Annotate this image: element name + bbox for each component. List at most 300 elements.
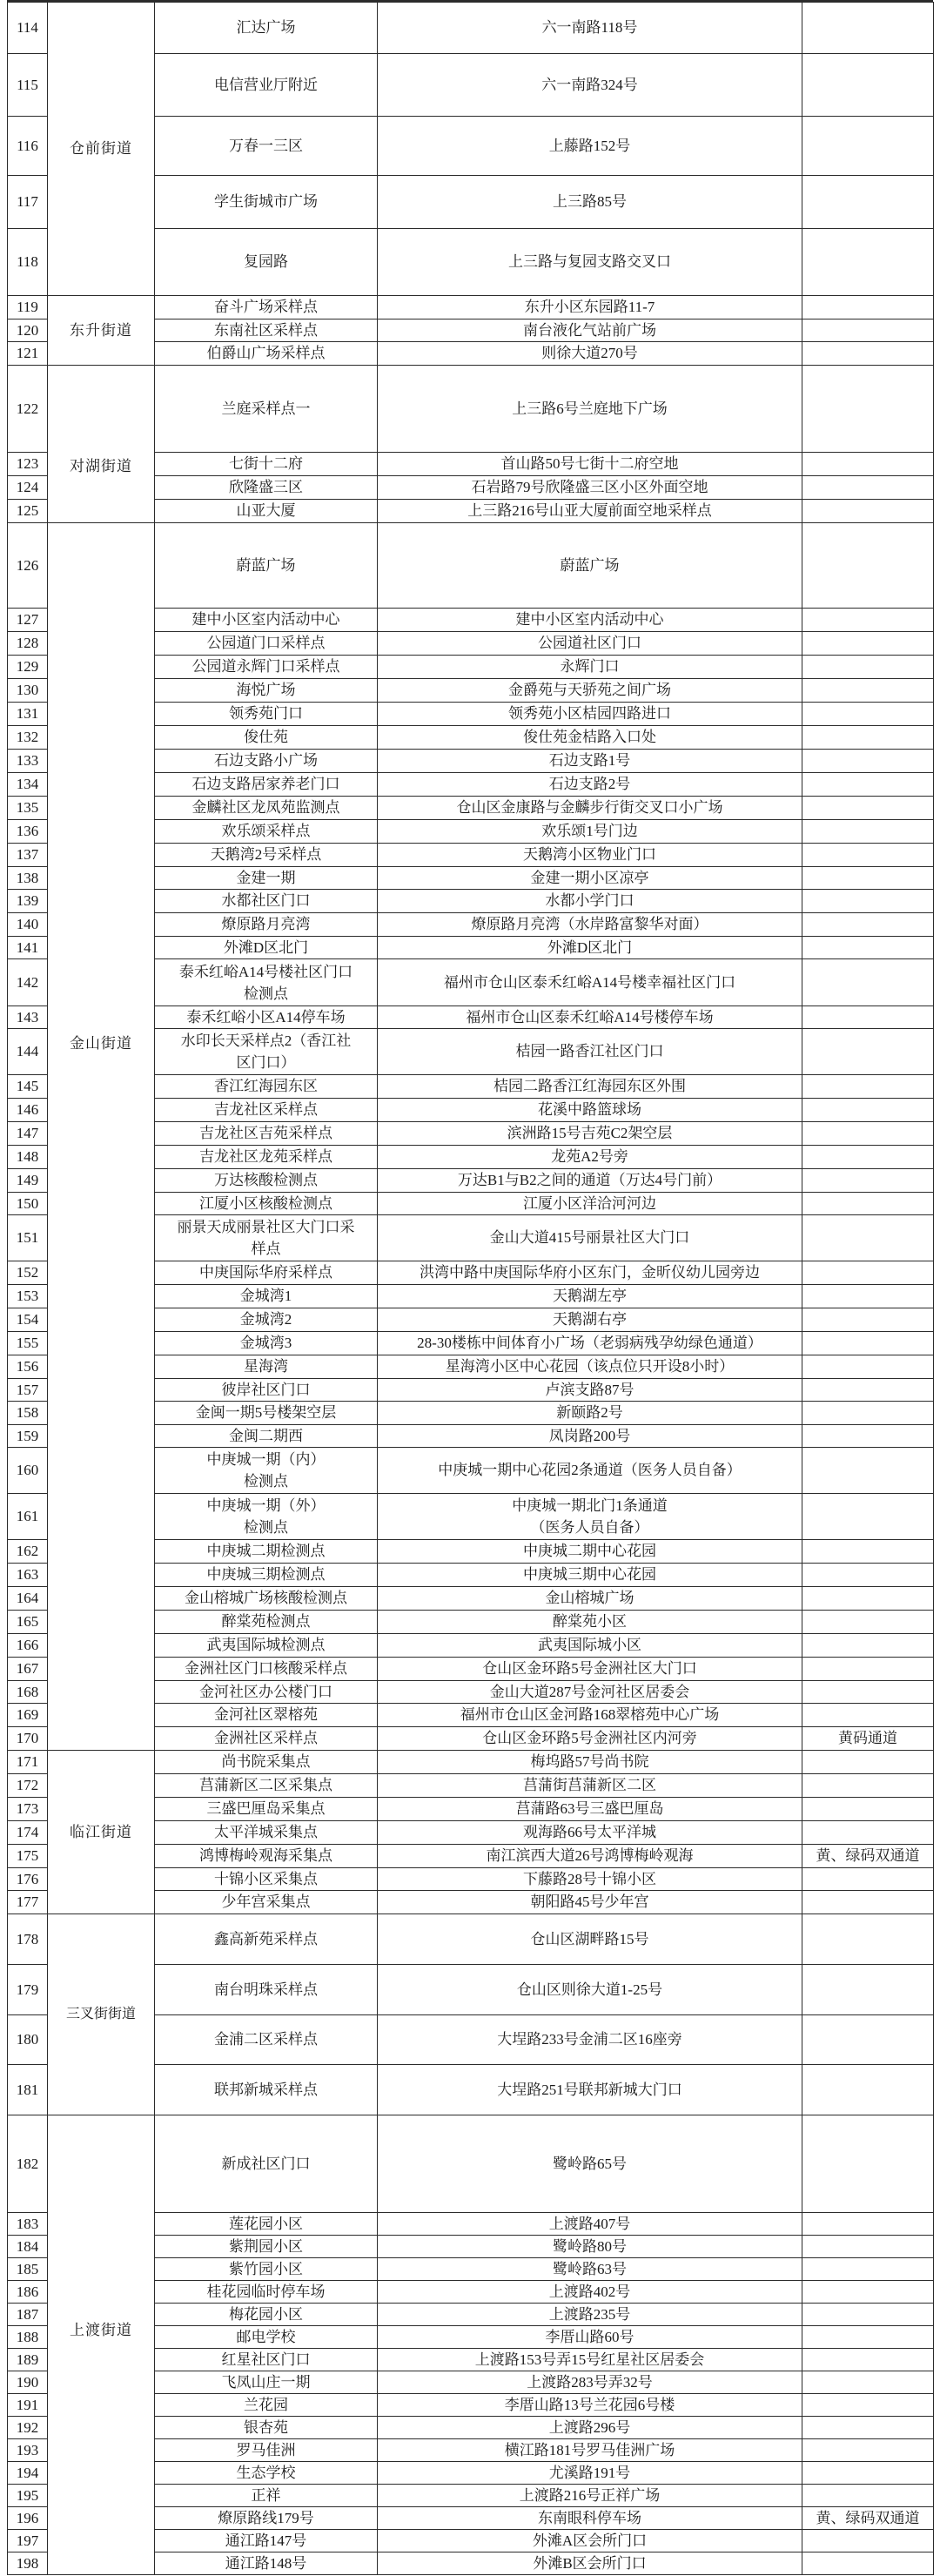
sampling-point-address: 永辉门口	[378, 656, 802, 679]
sampling-point-note	[802, 2326, 934, 2349]
sampling-point-note	[802, 319, 934, 342]
sampling-point-name: 南台明珠采样点	[155, 1965, 378, 2015]
sampling-point-name: 复园路	[155, 229, 378, 296]
sampling-point-name: 金闽一期5号楼架空层	[155, 1402, 378, 1425]
sampling-point-note	[802, 2349, 934, 2371]
sampling-point-note	[802, 1355, 934, 1379]
sampling-point-name: 生态学校	[155, 2462, 378, 2485]
sampling-point-name: 金城湾2	[155, 1308, 378, 1332]
sampling-point-name: 泰禾红峪A14号楼社区门口 检测点	[155, 959, 378, 1006]
row-number: 138	[8, 867, 48, 890]
sampling-point-name: 万春一三区	[155, 117, 378, 176]
sampling-point-note	[802, 1704, 934, 1727]
sampling-point-name: 醉棠苑检测点	[155, 1611, 378, 1634]
sampling-point-name: 金麟社区龙凤苑监测点	[155, 797, 378, 820]
row-number: 160	[8, 1448, 48, 1494]
sampling-point-note	[802, 1261, 934, 1285]
row-number: 149	[8, 1169, 48, 1193]
sampling-point-name: 正祥	[155, 2485, 378, 2507]
sampling-point-address: 福州市仓山区泰禾红峪A14号楼幸福社区门口	[378, 959, 802, 1006]
sampling-point-note	[802, 1122, 934, 1146]
sampling-point-note	[802, 2394, 934, 2417]
sampling-point-address: 仓山区金环路5号金洲社区大门口	[378, 1658, 802, 1681]
sampling-point-note	[802, 1774, 934, 1798]
sampling-point-name: 电信营业厅附近	[155, 54, 378, 117]
row-number: 117	[8, 176, 48, 229]
sampling-point-address: 上渡路283号弄32号	[378, 2371, 802, 2394]
sampling-point-note	[802, 453, 934, 476]
sampling-point-name: 紫竹园小区	[155, 2258, 378, 2281]
sampling-point-address: 金山大道415号丽景社区大门口	[378, 1215, 802, 1261]
sampling-point-note	[802, 366, 934, 453]
row-number: 148	[8, 1146, 48, 1169]
sampling-point-note	[802, 1099, 934, 1122]
sampling-point-note: 黄、绿码双通道	[802, 1845, 934, 1868]
sampling-point-address: 28-30楼栋中间体育小广场（老弱病残孕幼绿色通道）	[378, 1332, 802, 1355]
sampling-point-name: 莲花园小区	[155, 2213, 378, 2236]
row-number: 191	[8, 2394, 48, 2417]
sampling-point-note: 黄码通道	[802, 1727, 934, 1751]
row-number: 140	[8, 913, 48, 937]
sampling-point-name: 三盛巴厘岛采集点	[155, 1798, 378, 1821]
sampling-point-note	[802, 703, 934, 726]
sampling-point-address: 金建一期小区凉亭	[378, 867, 802, 890]
street-name: 三叉街街道	[48, 1914, 155, 2115]
row-number: 162	[8, 1540, 48, 1564]
sampling-point-name: 金洲社区门口核酸采样点	[155, 1658, 378, 1681]
sampling-point-name: 山亚大厦	[155, 500, 378, 523]
sampling-point-address: 莒蒲街莒蒲新区二区	[378, 1774, 802, 1798]
sampling-point-name: 金河社区办公楼门口	[155, 1681, 378, 1704]
sampling-point-address: 江厦小区洋洽河河边	[378, 1193, 802, 1215]
sampling-point-address: 东南眼科停车场	[378, 2507, 802, 2530]
sampling-point-name: 燎原路月亮湾	[155, 913, 378, 937]
sampling-point-address: 凤岗路200号	[378, 1425, 802, 1448]
row-number: 193	[8, 2439, 48, 2462]
sampling-point-address: 上藤路152号	[378, 117, 802, 176]
sampling-point-name: 中庚城一期（内） 检测点	[155, 1448, 378, 1494]
sampling-point-name: 海悦广场	[155, 679, 378, 703]
sampling-point-address: 星海湾小区中心花园（该点位只开设8小时）	[378, 1355, 802, 1379]
sampling-point-address: 金爵苑与天骄苑之间广场	[378, 679, 802, 703]
row-number: 170	[8, 1727, 48, 1751]
row-number: 161	[8, 1494, 48, 1540]
sampling-point-name: 银杏苑	[155, 2417, 378, 2439]
row-number: 183	[8, 2213, 48, 2236]
sampling-point-note	[802, 2485, 934, 2507]
sampling-point-address: 金山榕城广场	[378, 1587, 802, 1611]
sampling-point-note	[802, 1634, 934, 1658]
row-number: 114	[8, 3, 48, 54]
sampling-point-note	[802, 2304, 934, 2326]
sampling-point-name: 莒蒲新区二区采集点	[155, 1774, 378, 1798]
row-number: 122	[8, 366, 48, 453]
sampling-point-name: 金浦二区采样点	[155, 2015, 378, 2065]
row-number: 141	[8, 937, 48, 959]
row-number: 196	[8, 2507, 48, 2530]
row-number: 187	[8, 2304, 48, 2326]
sampling-point-name: 少年宫采集点	[155, 1891, 378, 1914]
sampling-point-address: 石边支路1号	[378, 750, 802, 773]
sampling-point-address: 六一南路324号	[378, 54, 802, 117]
sampling-point-address: 上渡路216号正祥广场	[378, 2485, 802, 2507]
sampling-point-note	[802, 1868, 934, 1891]
row-number: 130	[8, 679, 48, 703]
sampling-point-name: 金闽二期西	[155, 1425, 378, 1448]
sampling-point-name: 公园道永辉门口采样点	[155, 656, 378, 679]
sampling-point-address: 水都小学门口	[378, 890, 802, 913]
sampling-point-address: 鹭岭路63号	[378, 2258, 802, 2281]
sampling-point-address: 东升小区东园路11-7	[378, 296, 802, 319]
row-number: 197	[8, 2530, 48, 2552]
row-number: 155	[8, 1332, 48, 1355]
sampling-point-name: 水印长天采样点2（香江社 区门口）	[155, 1029, 378, 1075]
row-number: 143	[8, 1006, 48, 1029]
sampling-point-note	[802, 1308, 934, 1332]
sampling-point-name: 红星社区门口	[155, 2349, 378, 2371]
sampling-point-address: 大埕路251号联邦新城大门口	[378, 2065, 802, 2115]
sampling-point-note	[802, 342, 934, 366]
sampling-point-note	[802, 1448, 934, 1494]
sampling-point-address: 石岩路79号欣隆盛三区小区外面空地	[378, 476, 802, 500]
sampling-point-address: 中庚城一期中心花园2条通道（医务人员自备）	[378, 1448, 802, 1494]
row-number: 145	[8, 1075, 48, 1099]
sampling-point-note	[802, 2115, 934, 2213]
row-number: 182	[8, 2115, 48, 2213]
row-number: 181	[8, 2065, 48, 2115]
sampling-point-note	[802, 679, 934, 703]
sampling-point-address: 卢滨支路87号	[378, 1379, 802, 1402]
row-number: 157	[8, 1379, 48, 1402]
sampling-point-note	[802, 523, 934, 609]
sampling-point-name: 奋斗广场采样点	[155, 296, 378, 319]
sampling-point-note	[802, 1029, 934, 1075]
street-name: 仓前街道	[48, 3, 155, 296]
row-number: 133	[8, 750, 48, 773]
sampling-point-address: 则徐大道270号	[378, 342, 802, 366]
sampling-point-address: 李厝山路60号	[378, 2326, 802, 2349]
row-number: 150	[8, 1193, 48, 1215]
sampling-point-name: 金城湾1	[155, 1285, 378, 1308]
sampling-point-address: 李厝山路13号兰花园6号楼	[378, 2394, 802, 2417]
sampling-point-address: 六一南路118号	[378, 3, 802, 54]
row-number: 151	[8, 1215, 48, 1261]
sampling-point-note	[802, 820, 934, 844]
sampling-point-address: 俊仕苑金桔路入口处	[378, 726, 802, 750]
row-number: 174	[8, 1821, 48, 1845]
sampling-point-name: 中庚城二期检测点	[155, 1540, 378, 1564]
sampling-point-note	[802, 773, 934, 797]
row-number: 194	[8, 2462, 48, 2485]
sampling-point-note	[802, 1193, 934, 1215]
sampling-point-address: 石边支路2号	[378, 773, 802, 797]
sampling-point-address: 天鹅湾小区物业门口	[378, 844, 802, 867]
sampling-point-note	[802, 1494, 934, 1540]
sampling-point-note	[802, 1891, 934, 1914]
row-number: 139	[8, 890, 48, 913]
sampling-point-name: 桂花园临时停车场	[155, 2281, 378, 2304]
sampling-point-address: 万达B1与B2之间的通道（万达4号门前）	[378, 1169, 802, 1193]
sampling-point-name: 武夷国际城检测点	[155, 1634, 378, 1658]
row-number: 121	[8, 342, 48, 366]
row-number: 172	[8, 1774, 48, 1798]
row-number: 167	[8, 1658, 48, 1681]
sampling-point-note	[802, 2462, 934, 2485]
sampling-point-note	[802, 867, 934, 890]
sampling-point-note	[802, 54, 934, 117]
sampling-point-name: 香江红海园东区	[155, 1075, 378, 1099]
sampling-point-note	[802, 2258, 934, 2281]
sampling-point-address: 仓山区则徐大道1-25号	[378, 1965, 802, 2015]
sampling-point-name: 中庚城一期（外） 检测点	[155, 1494, 378, 1540]
sampling-point-note	[802, 296, 934, 319]
sampling-point-note	[802, 2552, 934, 2575]
row-number: 131	[8, 703, 48, 726]
sampling-point-address: 大埕路233号金浦二区16座旁	[378, 2015, 802, 2065]
sampling-point-name: 泰禾红峪小区A14停车场	[155, 1006, 378, 1029]
row-number: 153	[8, 1285, 48, 1308]
row-number: 171	[8, 1751, 48, 1774]
sampling-point-note	[802, 1540, 934, 1564]
table-row	[8, 2115, 934, 2213]
sampling-point-address: 桔园二路香江红海园东区外围	[378, 1075, 802, 1099]
sampling-point-address: 外滩A区会所门口	[378, 2530, 802, 2552]
sampling-point-address: 洪湾中路中庚国际华府小区东门，金昕仪幼儿园旁边	[378, 1261, 802, 1285]
sampling-point-address: 公园道社区门口	[378, 632, 802, 656]
row-number: 179	[8, 1965, 48, 2015]
row-number: 129	[8, 656, 48, 679]
sampling-point-address: 金山大道287号金河社区居委会	[378, 1681, 802, 1704]
row-number: 184	[8, 2236, 48, 2258]
sampling-point-address: 鹭岭路65号	[378, 2115, 802, 2213]
sampling-point-note	[802, 2439, 934, 2462]
table-row	[8, 3, 934, 54]
sampling-point-name: 飞凤山庄一期	[155, 2371, 378, 2394]
row-number: 175	[8, 1845, 48, 1868]
sampling-point-name: 星海湾	[155, 1355, 378, 1379]
row-number: 115	[8, 54, 48, 117]
sampling-point-note	[802, 1075, 934, 1099]
sampling-point-address: 中庚城一期北门1条通道 （医务人员自备）	[378, 1494, 802, 1540]
sampling-point-note	[802, 500, 934, 523]
sampling-point-name: 建中小区室内活动中心	[155, 609, 378, 632]
sampling-point-name: 联邦新城采样点	[155, 2065, 378, 2115]
sampling-point-name: 金城湾3	[155, 1332, 378, 1355]
sampling-point-address: 龙苑A2号旁	[378, 1146, 802, 1169]
sampling-point-address: 福州市仓山区泰禾红峪A14号楼停车场	[378, 1006, 802, 1029]
row-number: 189	[8, 2349, 48, 2371]
sampling-point-note	[802, 1146, 934, 1169]
sampling-point-address: 鹭岭路80号	[378, 2236, 802, 2258]
sampling-point-note	[802, 1006, 934, 1029]
sampling-point-note	[802, 1169, 934, 1193]
street-name: 临江街道	[48, 1751, 155, 1914]
sampling-point-note	[802, 890, 934, 913]
sampling-point-name: 兰花园	[155, 2394, 378, 2417]
row-number: 166	[8, 1634, 48, 1658]
sampling-point-name: 梅花园小区	[155, 2304, 378, 2326]
sampling-point-address: 观海路66号太平洋城	[378, 1821, 802, 1845]
sampling-point-name: 通江路147号	[155, 2530, 378, 2552]
table-row	[8, 523, 934, 609]
sampling-point-address: 首山路50号七街十二府空地	[378, 453, 802, 476]
sampling-point-address: 滨洲路15号吉苑C2架空层	[378, 1122, 802, 1146]
sampling-point-note	[802, 797, 934, 820]
row-number: 135	[8, 797, 48, 820]
sampling-point-note	[802, 656, 934, 679]
sampling-point-name: 蔚蓝广场	[155, 523, 378, 609]
sampling-point-address: 横江路181号罗马佳洲广场	[378, 2439, 802, 2462]
row-number: 146	[8, 1099, 48, 1122]
sampling-point-name: 罗马佳洲	[155, 2439, 378, 2462]
row-number: 128	[8, 632, 48, 656]
sampling-point-name: 燎原路线179号	[155, 2507, 378, 2530]
sampling-point-name: 江厦小区核酸检测点	[155, 1193, 378, 1215]
sampling-point-address: 燎原路月亮湾（水岸路富黎华对面）	[378, 913, 802, 937]
row-number: 127	[8, 609, 48, 632]
sampling-point-address: 领秀苑小区桔园四路进口	[378, 703, 802, 726]
sampling-point-note	[802, 1379, 934, 1402]
sampling-point-name: 彼岸社区门口	[155, 1379, 378, 1402]
table-body	[8, 3, 934, 2575]
sampling-point-note	[802, 937, 934, 959]
sampling-point-address: 上三路与复园支路交叉口	[378, 229, 802, 296]
sampling-point-address: 欢乐颂1号门边	[378, 820, 802, 844]
sampling-point-name: 通江路148号	[155, 2552, 378, 2575]
sampling-point-address: 建中小区室内活动中心	[378, 609, 802, 632]
sampling-point-name: 十锦小区采集点	[155, 1868, 378, 1891]
sampling-point-note	[802, 1681, 934, 1704]
sampling-point-note	[802, 2281, 934, 2304]
sampling-point-address: 上三路216号山亚大厦前面空地采样点	[378, 500, 802, 523]
sampling-point-note	[802, 476, 934, 500]
sampling-point-note	[802, 229, 934, 296]
street-name: 金山街道	[48, 523, 155, 1751]
sampling-point-address: 上渡路402号	[378, 2281, 802, 2304]
sampling-point-name: 伯爵山广场采样点	[155, 342, 378, 366]
sampling-point-address: 中庚城二期中心花园	[378, 1540, 802, 1564]
row-number: 159	[8, 1425, 48, 1448]
row-number: 137	[8, 844, 48, 867]
sampling-point-name: 紫荆园小区	[155, 2236, 378, 2258]
sampling-point-note	[802, 1611, 934, 1634]
sampling-point-address: 花溪中路篮球场	[378, 1099, 802, 1122]
sampling-point-address: 南江滨西大道26号鸿博梅岭观海	[378, 1845, 802, 1868]
sampling-point-name: 中庚国际华府采样点	[155, 1261, 378, 1285]
sampling-point-name: 尚书院采集点	[155, 1751, 378, 1774]
sampling-point-address: 南台液化气站前广场	[378, 319, 802, 342]
sampling-point-note: 黄、绿码双通道	[802, 2507, 934, 2530]
sampling-point-note	[802, 959, 934, 1006]
sampling-point-address: 福州市仓山区金河路168翠榕苑中心广场	[378, 1704, 802, 1727]
sampling-point-note	[802, 750, 934, 773]
sampling-point-address: 新颐路2号	[378, 1402, 802, 1425]
row-number: 152	[8, 1261, 48, 1285]
sampling-point-address: 天鹅湖右亭	[378, 1308, 802, 1332]
row-number: 125	[8, 500, 48, 523]
row-number: 198	[8, 2552, 48, 2575]
sampling-point-note	[802, 1564, 934, 1587]
row-number: 134	[8, 773, 48, 797]
sampling-point-name: 吉龙社区吉苑采样点	[155, 1122, 378, 1146]
sampling-point-name: 外滩D区北门	[155, 937, 378, 959]
row-number: 180	[8, 2015, 48, 2065]
row-number: 164	[8, 1587, 48, 1611]
row-number: 154	[8, 1308, 48, 1332]
table-row	[8, 296, 934, 319]
sampling-point-address: 上渡路407号	[378, 2213, 802, 2236]
row-number: 185	[8, 2258, 48, 2281]
sampling-point-address: 尤溪路191号	[378, 2462, 802, 2485]
table-row	[8, 366, 934, 453]
sampling-point-note	[802, 1821, 934, 1845]
sampling-point-address: 醉棠苑小区	[378, 1611, 802, 1634]
row-number: 176	[8, 1868, 48, 1891]
row-number: 190	[8, 2371, 48, 2394]
row-number: 116	[8, 117, 48, 176]
sampling-point-note	[802, 609, 934, 632]
row-number: 136	[8, 820, 48, 844]
sampling-point-note	[802, 913, 934, 937]
sampling-point-note	[802, 2213, 934, 2236]
sampling-point-note	[802, 2371, 934, 2394]
sampling-point-name: 鸿博梅岭观海采集点	[155, 1845, 378, 1868]
sampling-point-note	[802, 2236, 934, 2258]
sampling-point-note	[802, 2530, 934, 2552]
sampling-point-address: 天鹅湖左亭	[378, 1285, 802, 1308]
street-name: 对湖街道	[48, 366, 155, 523]
row-number: 142	[8, 959, 48, 1006]
sampling-point-name: 吉龙社区龙苑采样点	[155, 1146, 378, 1169]
sampling-point-name: 公园道门口采样点	[155, 632, 378, 656]
sampling-point-note	[802, 1587, 934, 1611]
sampling-point-name: 吉龙社区采样点	[155, 1099, 378, 1122]
sampling-point-note	[802, 1332, 934, 1355]
street-name: 东升街道	[48, 296, 155, 366]
sampling-point-name: 金建一期	[155, 867, 378, 890]
sampling-point-note	[802, 1751, 934, 1774]
sampling-point-note	[802, 726, 934, 750]
sampling-point-name: 领秀苑门口	[155, 703, 378, 726]
sampling-point-name: 新成社区门口	[155, 2115, 378, 2213]
row-number: 188	[8, 2326, 48, 2349]
sampling-point-address: 外滩D区北门	[378, 937, 802, 959]
sampling-point-name: 金洲社区采样点	[155, 1727, 378, 1751]
sampling-point-name: 鑫高新苑采样点	[155, 1914, 378, 1965]
row-number: 120	[8, 319, 48, 342]
sampling-point-address: 蔚蓝广场	[378, 523, 802, 609]
sampling-point-address: 莒蒲路63号三盛巴厘岛	[378, 1798, 802, 1821]
sampling-point-address: 梅坞路57号尚书院	[378, 1751, 802, 1774]
sampling-point-name: 欢乐颂采样点	[155, 820, 378, 844]
sampling-point-address: 下藤路28号十锦小区	[378, 1868, 802, 1891]
sampling-point-address: 武夷国际城小区	[378, 1634, 802, 1658]
sampling-point-address: 仓山区金环路5号金洲社区内河旁	[378, 1727, 802, 1751]
sampling-point-note	[802, 3, 934, 54]
sampling-point-note	[802, 2065, 934, 2115]
table-row	[8, 1751, 934, 1774]
sampling-point-note	[802, 632, 934, 656]
row-number: 173	[8, 1798, 48, 1821]
sampling-point-name: 丽景天成丽景社区大门口采 样点	[155, 1215, 378, 1261]
sampling-point-name: 兰庭采样点一	[155, 366, 378, 453]
sampling-point-address: 上渡路235号	[378, 2304, 802, 2326]
sampling-point-name: 学生街城市广场	[155, 176, 378, 229]
row-number: 177	[8, 1891, 48, 1914]
sampling-point-address: 朝阳路45号少年宫	[378, 1891, 802, 1914]
table-row	[8, 1914, 934, 1965]
sampling-point-note	[802, 2015, 934, 2065]
